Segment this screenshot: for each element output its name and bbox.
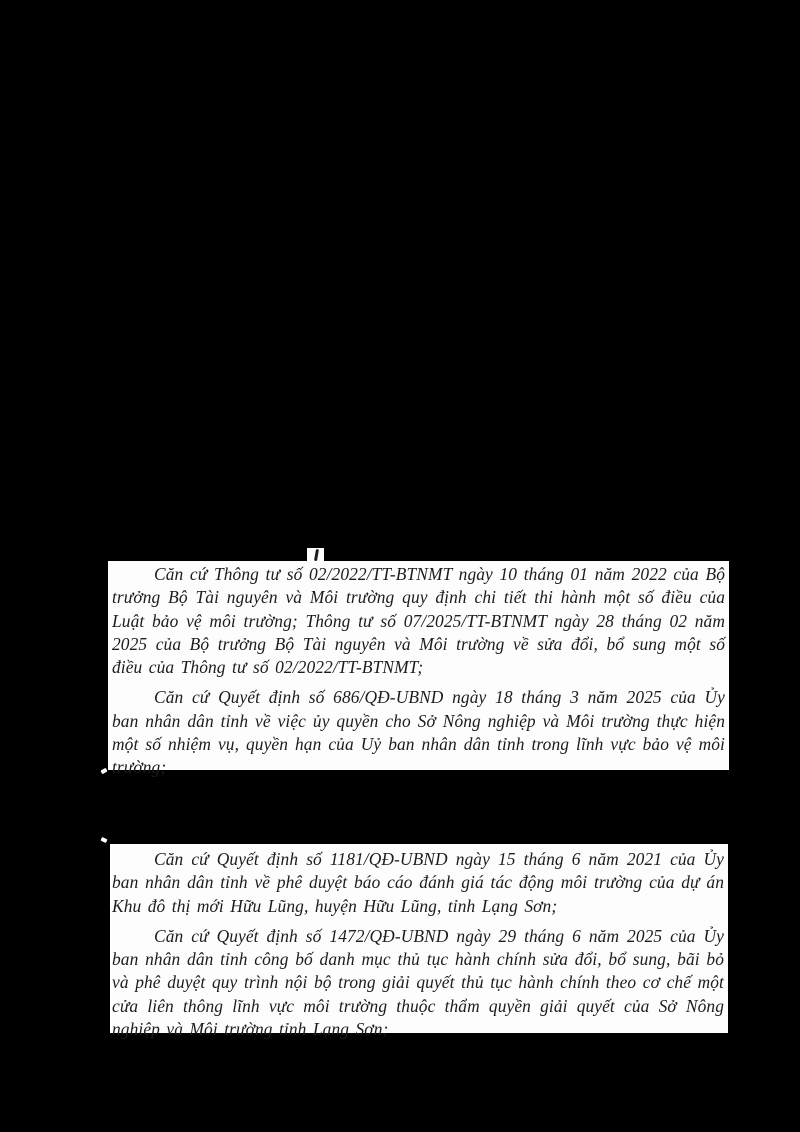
paragraph-circular-02-2022: Căn cứ Thông tư số 02/2022/TT-BTNMT ngày 10 tháng 01 năm 2022 của Bộ trưởng Bộ Tài nguyên và Môi trường quy định chi tiết thi hành một số điều của Luật bảo vệ môi trường; Thông tư số 07/2025/TT-BTNMT ngày 28 tháng 02 năm 2025 của Bộ trưởng Bộ Tài nguyên và Môi trường về sửa đổi, bổ sung một số điều của Thông tư số 02/2022/TT-BTNMT;: [112, 564, 725, 678]
paragraph-decision-686: Căn cứ Quyết định số 686/QĐ-UBND ngày 18 tháng 3 năm 2025 của Ủy ban nhân dân tỉnh về việc ủy quyền cho Sở Nông nghiệp và Môi trường thực hiện một số nhiệm vụ, quyền hạn của Uỷ ban nhân dân tỉnh trong lĩnh vực bảo vệ môi trường;: [112, 687, 725, 778]
scan-speck-artifact: [100, 768, 107, 774]
paragraph-decision-1472: Căn cứ Quyết định số 1472/QĐ-UBND ngày 29 tháng 6 năm 2025 của Ủy ban nhân dân tỉnh công bố danh mục thủ tục hành chính sửa đổi, bổ sung, bãi bỏ và phê duyệt quy trình nội bộ trong giải quyết thủ tục hành chính theo cơ chế một cửa liên thông lĩnh vực môi trường thuộc thẩm quyền giải quyết của Sở Nông nghiệp và Môi trường tỉnh Lạng Sơn;: [112, 925, 724, 1040]
scan-speck-artifact: [100, 837, 107, 843]
accent-mark-artifact: [307, 548, 324, 562]
citation-block-top: [108, 561, 729, 778]
citation-block-bottom: [110, 844, 728, 1040]
paragraph-decision-1181: Căn cứ Quyết định số 1181/QĐ-UBND ngày 15 tháng 6 năm 2021 của Ủy ban nhân dân tỉnh về phê duyệt báo cáo đánh giá tác động môi trường của dự án Khu đô thị mới Hữu Lũng, huyện Hữu Lũng, tỉnh Lạng Sơn;: [112, 849, 724, 916]
